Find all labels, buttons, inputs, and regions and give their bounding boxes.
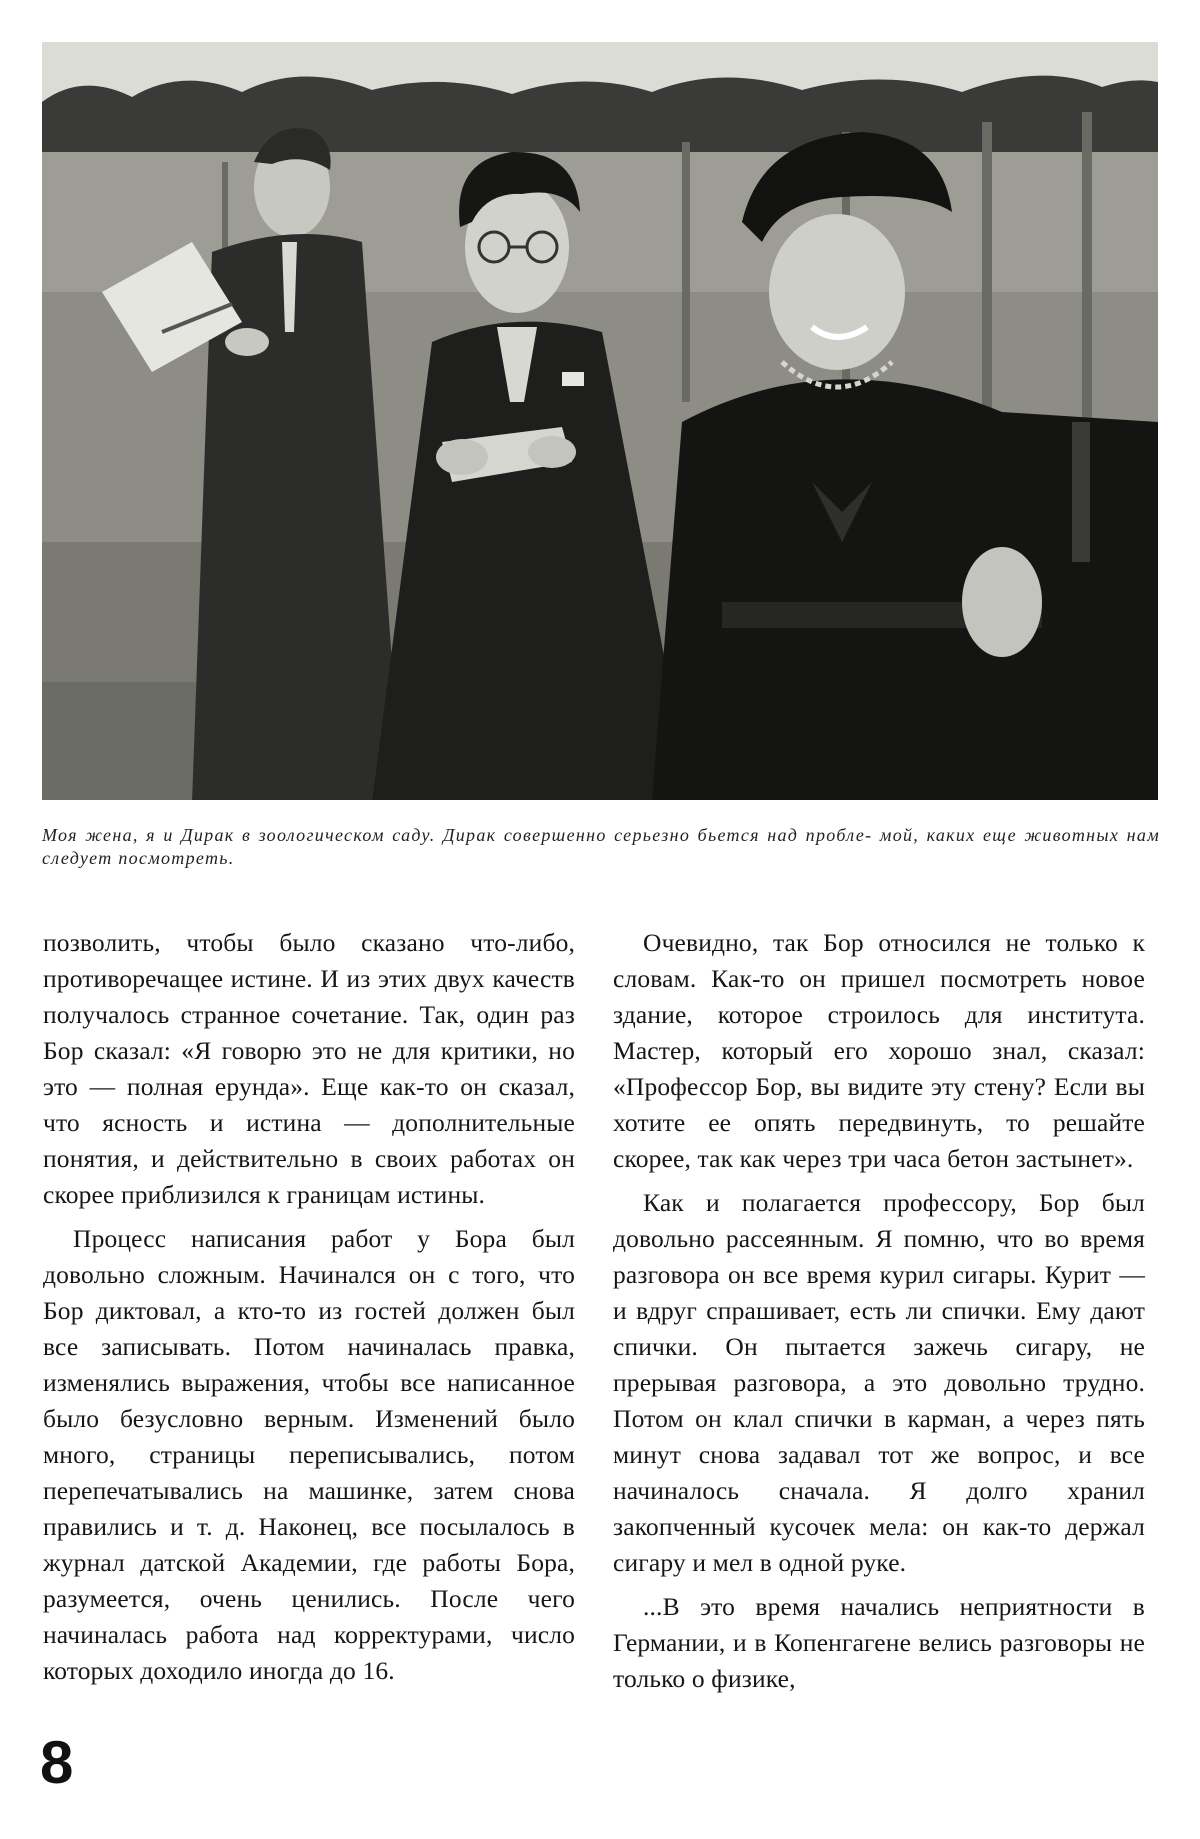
text-column-left — [43, 925, 575, 1697]
paragraph: Процесс написания работ у Бора был довольно сложным. Начинался он с того, что Бор диктовал, а кто-то из гостей должен был все записывать. Потом начиналась правка, изменялись выражения, чтобы все написанное было безусловно верным. Изменений было много, страницы переписывались, потом перепечатывались на машинке, затем снова правились и т. д. Наконец, все посылалось в журнал датской Академии, где работы Бора, разумеется, очень ценились. После чего начиналась работа над корректурами, число которых доходило иногда до 16. — [43, 1224, 575, 1685]
page-number: 8 — [40, 1729, 74, 1796]
photo-caption: Моя жена, я и Дирак в зоологическом саду. Дирак совершенно серьезно бьется над пробле- мой, каких еще животных нам следует посмотреть. — [42, 825, 1160, 868]
paragraph: Очевидно, так Бор относился не только к словам. Как-то он пришел посмотреть новое здание, которое строилось для института. Мастер, который его хорошо знал, сказал: «Профессор Бор, вы видите эту стену? Если вы хотите ее опять передвинуть, то решайте скорее, так как через три часа бетон застынет». — [613, 928, 1145, 1173]
paragraph: Как и полагается профессору, Бор был довольно рассеянным. Я помню, что во время разговора он все время курил сигары. Курит — и вдруг спрашивает, есть ли спички. Ему дают спички. Он пытается зажечь сигару, не прерывая разговора, а это довольно трудно. Потом он клал спички в карман, а через пять минут снова задавал тот же вопрос, и все начиналось сначала. Я долго хранил закопченный кусочек мела: он как-то держал сигару и мел в одной руке. — [613, 1188, 1145, 1577]
photo-illustration — [42, 42, 1158, 800]
photo-zoo — [42, 42, 1158, 800]
paragraph: ...В это время начались неприятности в Германии, и в Копенгагене велись разговоры не только о физике, — [613, 1592, 1145, 1693]
paragraph: позволить, чтобы было сказано что-либо, противоречащее истине. И из этих двух качеств получалось странное сочетание. Так, один раз Бор сказал: «Я говорю это не для критики, но это — полная ерунда». Еще как-то он сказал, что ясность и истина — дополнительные понятия, и действительно в своих работах он скорее приблизился к границам истины. — [43, 928, 575, 1209]
text-column-right — [613, 925, 1145, 1705]
